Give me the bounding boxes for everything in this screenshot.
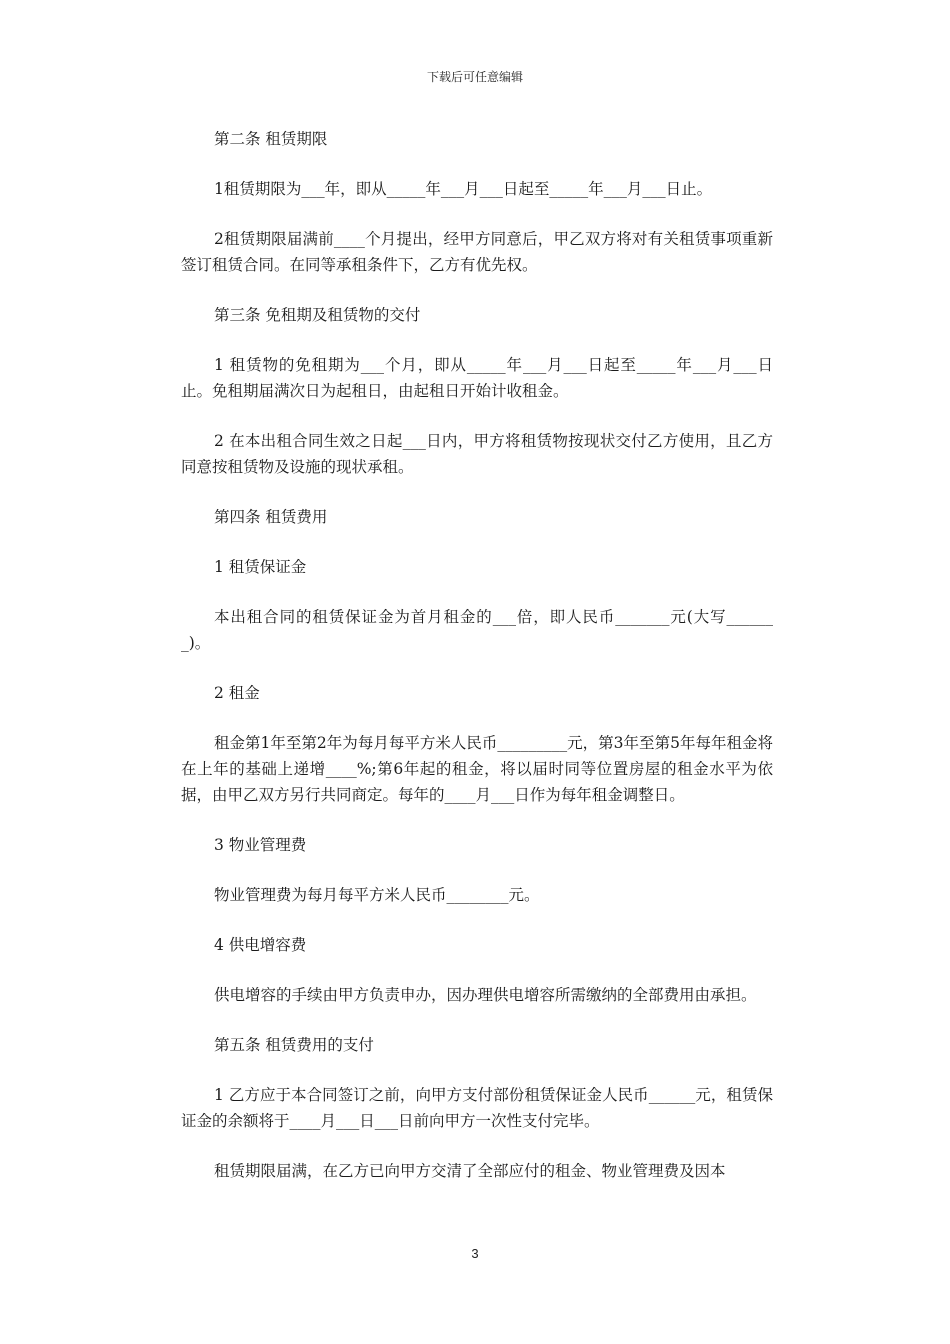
subsection-heading: 4 供电增容费 [214,936,307,954]
paragraph: 租赁期限届满，在乙方已向甲方交清了全部应付的租金、物业管理费及因本 [214,1162,726,1180]
section-heading: 第五条 租赁费用的支付 [214,1036,374,1054]
subsection-heading: 1 租赁保证金 [214,558,307,576]
section-heading: 第二条 租赁期限 [214,130,328,148]
paragraph: 物业管理费为每月每平方米人民币________元。 [214,886,540,904]
paragraph: 1租赁期限为___年，即从_____年___月___日起至_____年___月___日止。 [214,180,713,198]
paragraph: 2租赁期限届满前____个月提出，经甲方同意后，甲乙双方将对有关租赁事项重新签订租赁合同。在同等承租条件下，乙方有优先权。 [181,230,773,274]
section-heading: 第三条 免租期及租赁物的交付 [214,306,421,324]
paragraph: 1 租赁物的免租期为___个月，即从_____年___月___日起至_____年___月___日止。免租期届满次日为起租日，由起租日开始计收租金。 [181,356,773,400]
subsection-heading: 3 物业管理费 [214,836,307,854]
paragraph: 本出租合同的租赁保证金为首月租金的___倍，即人民币_______元(大写_______)。 [181,608,773,652]
subsection-heading: 2 租金 [214,684,260,702]
paragraph: 2 在本出租合同生效之日起___日内，甲方将租赁物按现状交付乙方使用，且乙方同意按租赁物及设施的现状承租。 [181,432,773,476]
section-heading: 第四条 租赁费用 [214,508,328,526]
page-number: 3 [471,1246,479,1261]
paragraph: 供电增容的手续由甲方负责申办，因办理供电增容所需缴纳的全部费用由承担。 [214,986,757,1004]
paragraph: 租金第1年至第2年为每月每平方米人民币_________元，第3年至第5年每年租金将在上年的基础上递增____%;第6年起的租金，将以届时同等位置房屋的租金水平为依据，由甲乙双方另行共同商定。每年的____月___日作为每年租金调整日。 [181,734,773,804]
page-header: 下载后可任意编辑 [426,70,523,84]
document-body [181,126,773,1208]
paragraph: 1 乙方应于本合同签订之前，向甲方支付部份租赁保证金人民币______元，租赁保证金的余额将于____月___日___日前向甲方一次性支付完毕。 [181,1086,773,1130]
